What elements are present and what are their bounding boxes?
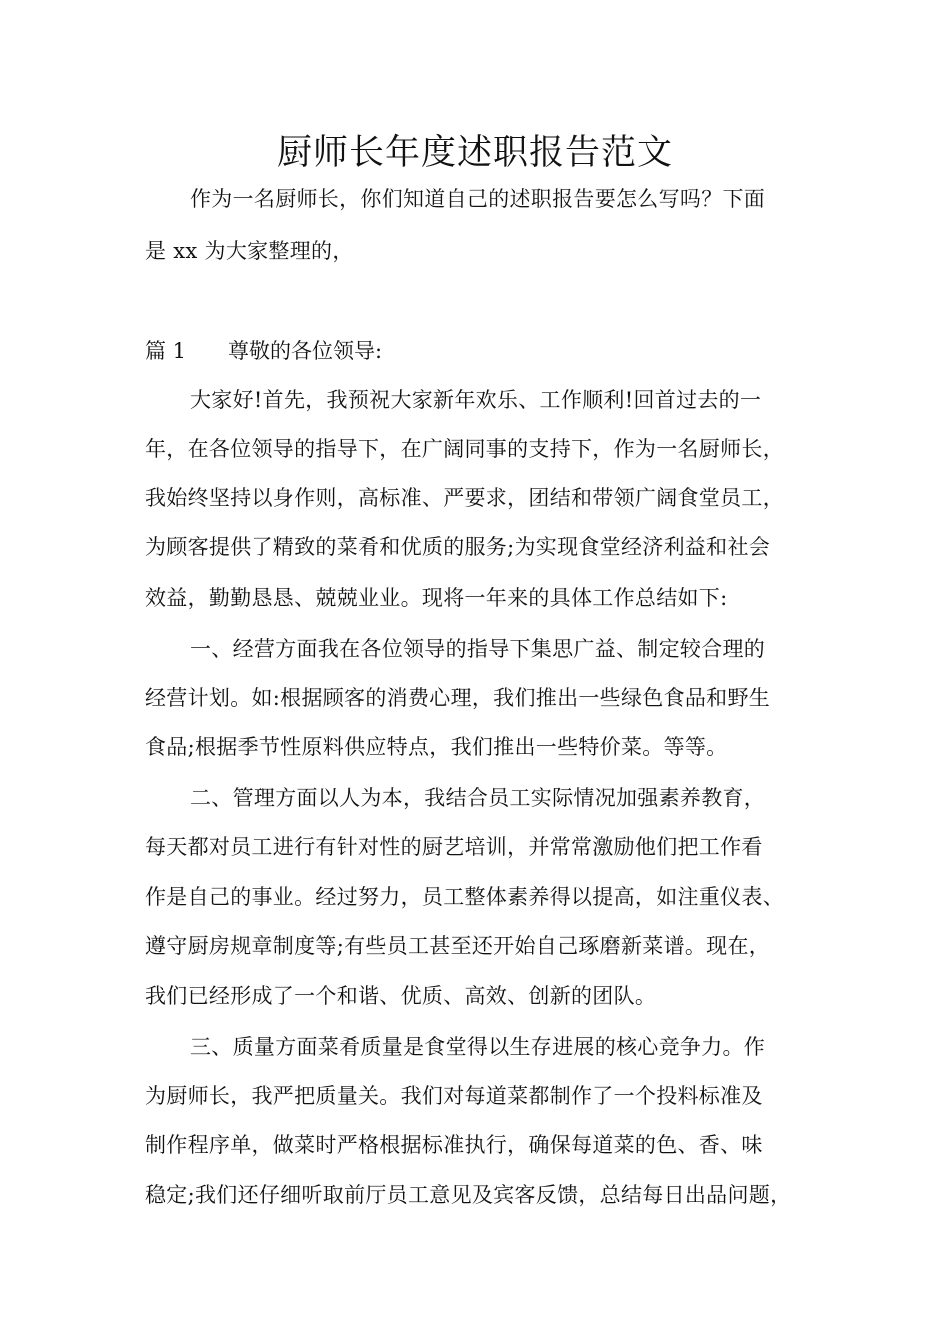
paragraph-line: 大家好!首先，我预祝大家新年欢乐、工作顺利!回首过去的一 [190,388,762,412]
paragraph-line: 经营计划。如:根据顾客的消费心理，我们推出一些绿色食品和野生 [145,686,771,710]
paragraph-line: 效益，勤勤恳恳、兢兢业业。现将一年来的具体工作总结如下: [145,586,728,610]
section-label: 篇 1 [145,339,187,363]
paragraph-line: 一、经营方面我在各位领导的指导下集思广益、制定较合理的 [190,637,766,661]
paragraph-line: 作是自己的事业。经过努力，员工整体素养得以提高，如注重仪表、 [145,885,784,909]
paragraph-line: 我们已经形成了一个和谐、优质、高效、创新的团队。 [145,984,657,1008]
paragraph-line: 年，在各位领导的指导下，在广阔同事的支持下，作为一名厨师长， [145,437,784,461]
paragraph-line: 食品;根据季节性原料供应特点，我们推出一些特价菜。等等。 [145,735,728,759]
document-title: 厨师长年度述职报告范文 [276,133,673,173]
paragraph-line: 为顾客提供了精致的菜肴和优质的服务;为实现食堂经济利益和社会 [145,535,771,559]
intro-line: 作为一名厨师长，你们知道自己的述职报告要怎么写吗？下面 [190,187,766,211]
paragraph-line: 二、管理方面以人为本，我结合员工实际情况加强素养教育， [190,786,766,810]
paragraph-line: 为厨师长，我严把质量关。我们对每道菜都制作了一个投料标准及 [145,1084,763,1108]
paragraph-line: 每天都对员工进行有针对性的厨艺培训，并常常激励他们把工作看 [145,835,763,859]
salutation: 尊敬的各位领导: [228,339,383,363]
paragraph-line: 三、质量方面菜肴质量是食堂得以生存进展的核心竞争力。作 [190,1035,766,1059]
paragraph-line: 我始终坚持以身作则，高标准、严要求，团结和带领广阔食堂员工， [145,486,784,510]
paragraph-line: 稳定;我们还仔细听取前厅员工意见及宾客反馈，总结每日出品问题， [145,1183,792,1207]
paragraph-line: 制作程序单，做菜时严格根据标准执行，确保每道菜的色、香、味 [145,1133,763,1157]
paragraph-line: 遵守厨房规章制度等;有些员工甚至还开始自己琢磨新菜谱。现在， [145,934,771,958]
intro-line: 是 xx 为大家整理的， [145,239,354,263]
